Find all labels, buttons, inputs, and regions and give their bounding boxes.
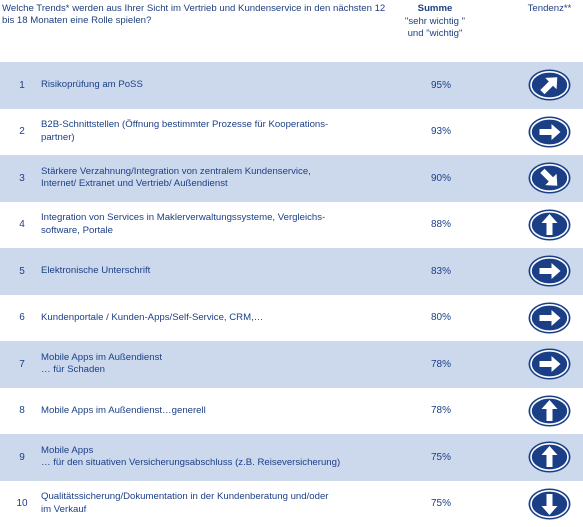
row-label: Risikoprüfung am PoSS	[41, 79, 143, 90]
row-value: 83%	[430, 265, 451, 277]
tendency-arrow-down-icon	[527, 487, 572, 521]
sum-title: Summe	[417, 3, 453, 14]
row-label: B2B-Schnittstellen (Öffnung bestimmter Prozesse für Kooperations- partner)	[41, 119, 329, 143]
table-row	[0, 248, 583, 295]
row-value: 80%	[430, 312, 451, 324]
tendency-arrow-right-icon	[527, 115, 572, 149]
row-label: Kundenportale / Kunden-Apps/Self-Service, CRM,…	[41, 311, 264, 323]
table-row	[0, 155, 583, 202]
row-number: 2	[19, 126, 25, 138]
row-number: 6	[19, 312, 25, 324]
table-row	[0, 62, 583, 109]
table-row	[0, 341, 583, 388]
table-row	[0, 434, 583, 481]
row-number: 1	[19, 79, 25, 91]
tendency-arrow-up-icon	[527, 208, 572, 242]
tendency-arrow-right-icon	[527, 254, 572, 288]
row-value: 95%	[430, 79, 451, 91]
row-label: Mobile Apps … für den situativen Versicherungsabschluss (z.B. Reiseversicherung)	[41, 444, 341, 469]
tendency-arrow-down-right-icon	[527, 161, 572, 195]
table-header	[0, 0, 583, 62]
row-value: 88%	[430, 219, 451, 231]
tendency-arrow-right-icon	[527, 301, 572, 335]
table-row	[0, 295, 583, 342]
row-number: 7	[19, 358, 25, 370]
row-number: 8	[19, 405, 25, 417]
table-row	[0, 481, 583, 527]
tendency-arrow-up-icon	[527, 394, 572, 428]
row-number: 10	[16, 498, 28, 510]
row-label: Elektronische Unterschrift	[41, 265, 151, 276]
row-number: 4	[19, 219, 25, 231]
row-number: 3	[19, 172, 25, 184]
sum-subtitle-1: "sehr wichtig "	[404, 15, 466, 27]
tendency-arrow-right-icon	[527, 347, 572, 381]
sum-subtitle-2: und "wichtig"	[407, 28, 463, 39]
table-row	[0, 202, 583, 249]
sum-column-header	[383, 3, 487, 41]
row-value: 90%	[430, 172, 451, 184]
row-value: 78%	[430, 405, 451, 417]
row-number: 9	[19, 451, 25, 463]
row-value: 78%	[430, 358, 451, 370]
table-row	[0, 109, 583, 156]
question-header: Welche Trends* werden aus Ihrer Sicht im Vertrieb und Kundenservice in den nächsten 12 bis 18 Monaten eine Rolle spielen?	[2, 3, 386, 26]
row-label: Qualitätssicherung/Dokumentation in der Kundenberatung und/oder im Verkauf	[41, 491, 329, 515]
row-label: Integration von Services in Maklerverwaltungssysteme, Vergleichs- software, Portale	[41, 212, 326, 236]
tendency-arrow-up-right-icon	[527, 68, 572, 102]
row-number: 5	[19, 265, 25, 277]
table-row	[0, 388, 583, 435]
row-value: 75%	[430, 498, 451, 510]
row-label: Stärkere Verzahnung/Integration von zentralem Kundenservice, Internet/ Extranet und Vertrieb/ Außendienst	[41, 165, 311, 190]
row-value: 75%	[430, 451, 451, 463]
trend-column-header: Tendenz**	[527, 3, 572, 14]
tendency-arrow-up-icon	[527, 440, 572, 474]
row-label: Mobile Apps im Außendienst … für Schaden	[41, 351, 163, 376]
row-label: Mobile Apps im Außendienst…generell	[41, 404, 206, 416]
row-value: 93%	[430, 126, 451, 138]
